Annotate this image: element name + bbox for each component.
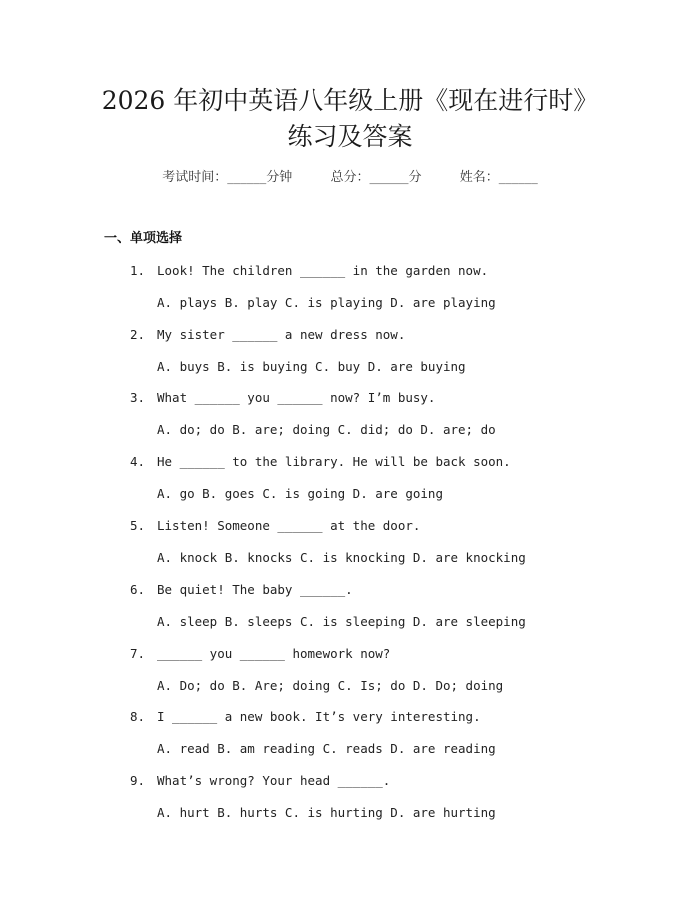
question-text: Listen! Someone ______ at the door. (157, 518, 421, 533)
question-options: A. Do; do B. Are; doing C. Is; do D. Do; doing (157, 678, 504, 693)
question-text: What’s wrong? Your head ______. (157, 773, 391, 788)
question-number: 2. (130, 327, 146, 342)
question-item (0, 325, 700, 389)
question-text: What ______ you ______ now? I’m busy. (157, 390, 436, 405)
question-item (0, 580, 700, 644)
question-options: A. hurt B. hurts C. is hurting D. are hurting (157, 805, 496, 820)
question-options: A. buys B. is buying C. buy D. are buying (157, 359, 466, 374)
question-text: My sister ______ a new dress now. (157, 327, 406, 342)
question-item (0, 388, 700, 452)
question-number: 9. (130, 773, 146, 788)
question-options: A. read B. am reading C. reads D. are reading (157, 741, 496, 756)
question-number: 8. (130, 709, 146, 724)
document-title-line-2: 练习及答案 (287, 122, 413, 151)
question-number: 7. (130, 646, 146, 661)
question-options: A. go B. goes C. is going D. are going (157, 486, 443, 501)
question-options: A. knock B. knocks C. is knocking D. are knocking (157, 550, 526, 565)
exam-info-line (0, 168, 700, 188)
question-item (0, 771, 700, 835)
question-number: 3. (130, 390, 146, 405)
question-options: A. do; do B. are; doing C. did; do D. are; do (157, 422, 496, 437)
document-title-line-1: 2026 年初中英语八年级上册《现在进行时》 (101, 86, 599, 115)
question-item (0, 261, 700, 325)
question-text: Look! The children ______ in the garden now. (157, 263, 489, 278)
question-item (0, 516, 700, 580)
question-item (0, 452, 700, 516)
question-options: A. plays B. play C. is playing D. are playing (157, 295, 496, 310)
student-name-field: 姓名：______ (459, 170, 538, 185)
total-score-field: 总分：______分 (330, 170, 422, 185)
question-options: A. sleep B. sleeps C. is sleeping D. are sleeping (157, 614, 526, 629)
question-number: 1. (130, 263, 146, 278)
question-number: 5. (130, 518, 146, 533)
exam-time-field: 考试时间：______分钟 (162, 170, 293, 185)
question-text: Be quiet! The baby ______. (157, 582, 353, 597)
question-number: 4. (130, 454, 146, 469)
question-item (0, 707, 700, 771)
question-text: ______ you ______ homework now? (157, 646, 391, 661)
question-text: He ______ to the library. He will be back soon. (157, 454, 511, 469)
question-number: 6. (130, 582, 146, 597)
question-item (0, 644, 700, 708)
question-text: I ______ a new book. It’s very interesting. (157, 709, 481, 724)
section-heading-multiple-choice: 一、单项选择 (104, 231, 183, 246)
